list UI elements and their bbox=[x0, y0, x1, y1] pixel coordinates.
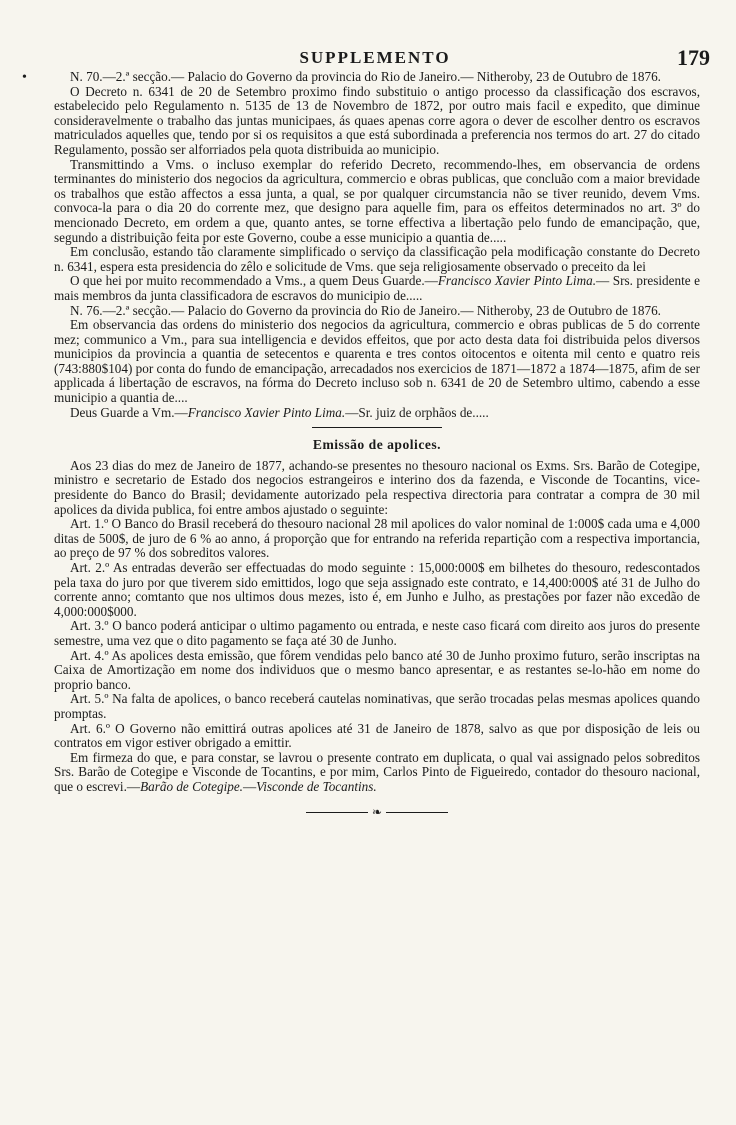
document1-signer: Francisco Xavier Pinto Lima. bbox=[437, 273, 597, 289]
document2-closing: Deus Guarde a Vm.— bbox=[70, 404, 188, 420]
article-5: Art. 5.º Na falta de apolices, o banco receberá cautelas nominativas, que serão trocadas pelas mesmas apolices quando promptas. bbox=[54, 691, 700, 721]
document2-signer: Francisco Xavier Pinto Lima. bbox=[187, 404, 346, 420]
section-divider bbox=[312, 427, 442, 428]
document1-closing: O que hei por muito recommendado a Vms., a quem Deus Guarde.— bbox=[70, 273, 438, 289]
closing-signature-1: Barão de Cotegipe. bbox=[140, 778, 243, 794]
article-4: Art. 4.º As apolices desta emissão, que fôrem vendidas pelo banco até 30 de Junho proximo futuro, serão inscriptas na Caixa de Amortização em nome dos individuos que o mesmo banco apresentar, e as restantes se-lo-hão em nome do proprio banco. bbox=[54, 647, 700, 692]
closing-separator: — bbox=[242, 778, 257, 794]
article-1: Art. 1.º O Banco do Brasil receberá do thesouro nacional 28 mil apolices do valor nominal de 1:000$ cada uma e 4,000 ditas de 500$, de juro de 6 % ao anno, á proporção que for entrando na referida repartição com a respectiva importancia, ao preço de 97 % dos sobreditos valores. bbox=[54, 516, 700, 561]
ornament-icon: ❧ bbox=[371, 805, 383, 820]
end-ornament bbox=[54, 805, 700, 821]
page-content bbox=[54, 70, 700, 820]
article-6: Art. 6.º O Governo não emittirá outras apolices até 31 de Janeiro de 1878, salvo as que por disposição de leis ou contratos em vigor estiver obrigado a emittir. bbox=[54, 720, 700, 751]
closing-text: Em firmeza do que, e para constar, se lavrou o presente contrato em duplicata, o qual vai assignado pelos sobreditos Srs. Barão de Cotegipe e Visconde de Tocantins, e por mim, Carlos Pinto de Figueiredo, contador do thesouro nacional, que o escrevi.— bbox=[54, 749, 700, 794]
document1-addressee: — Srs. presidente e mais membros da junta classificadora de escravos do municipio de..... bbox=[54, 273, 700, 303]
closing-paragraph bbox=[54, 751, 700, 795]
document2-paragraph-2 bbox=[54, 406, 700, 421]
ornament-line-right bbox=[386, 812, 448, 813]
section-title: Emissão de apolices. bbox=[312, 437, 442, 453]
page-number: 179 bbox=[677, 45, 710, 70]
document1-paragraph-4 bbox=[54, 274, 700, 303]
document2-heading: N. 76.—2.ª secção.— Palacio do Governo da provincia do Rio de Janeiro.— Nitheroby, 23 de Outubro de 1876. bbox=[70, 302, 661, 318]
article-2: Art. 2.º As entradas deverão ser effectuadas do modo seguinte : 15,000:000$ em bilhetes do thesouro, redescontados pela taxa do juro por que tiverem sido emittidos, logo que seja assignado este contrato, e 14,400:000$ até 31 de Julho do corrente anno; comtanto que nos ultimos dous mezes, isto é, em Junho e Julho, as prestações por fazer não excedão de 4,000:000$000. bbox=[54, 560, 700, 619]
ornament-line-left bbox=[306, 812, 368, 813]
article-3: Art. 3.º O banco poderá anticipar o ultimo pagamento ou entrada, e neste caso ficará com direito aos juros do presente semestre, uma vez que o dito pagamento se faça até 30 de Junho. bbox=[54, 618, 700, 648]
document2-paragraph-1: Em observancia das ordens do ministerio dos negocios da agricultura, commercio e obras publicas de 5 do corrente mez; communico a Vm., para sua intelligencia e devidos effeitos, que por acto desta data foi distribuida pelos diversos municipios da provincia a quantia de setecentos e quarenta e tres contos oitocentos e oitenta mil cento e quatro reis (743:880$104) por conta do fundo de emancipação, arrecadados nos exercicios de 1871—1872 a 1874—1875, afim de ser applicada á libertação de escravos, na fórma do Decreto incluso sob n. 6341 de 20 de Setembro ultimo, cabendo a esse municipio a quantia de.... bbox=[54, 317, 700, 406]
document1-paragraph-3: Em conclusão, estando tão claramente simplificado o serviço da classificação pela modificação constante do Decreto n. 6341, espera esta presidencia do zêlo e solicitude de Vms. que seja religiosamente observado o preceito da lei bbox=[54, 244, 700, 274]
margin-mark: • bbox=[22, 70, 27, 85]
document1-paragraph-1: O Decreto n. 6341 de 20 de Setembro proximo findo substituio o antigo processo da classificação dos escravos, estabelecido pelo Regulamento n. 5135 de 13 de Novembro de 1872, por outro mais facil e expedito, que diminue consideravelmente o trabalho das juntas municipaes, ás quaes apenas corre agora o dever de escolher dentro os escravos matriculados aquelles que, tendo por si os requisitos a que está subordinada a preferencia nos termos do art. 27 do citado Regulamento, possão ser alforriados pela quota distribuida ao municipio. bbox=[54, 83, 700, 157]
section-intro: Aos 23 dias do mez de Janeiro de 1877, achando-se presentes no thesouro nacional os Exms. Srs. Barão de Cotegipe, ministro e secretario de Estado dos negocios estrangeiros e interino dos da fazenda, e Visconde de Tocantins, vice-presidente do Banco do Brasil; devidamente autorizado pela respectiva directoria para contratar a compra de 30 mil apolices da divida publica, foi entre ambos ajustado o seguinte: bbox=[54, 457, 700, 517]
document1-heading: N. 70.—2.ª secção.— Palacio do Governo da provincia do Rio de Janeiro.— Nitheroby, 23 de Outubro de 1876. bbox=[70, 69, 661, 84]
document2-addressee: —Sr. juiz de orphãos de..... bbox=[345, 404, 489, 420]
document1-paragraph-2: Transmittindo a Vms. o incluso exemplar do referido Decreto, recommendo-lhes, em observancia de ordens terminantes do ministerio dos negocios da agricultura, commercio e obras publicas, que concluão com a maior brevidade os trabalhos que estão affectos a essa junta, a qual, se por qualquer circumstancia não se tiver reunido, devem Vms. convoca-la para o dia 20 do corrente mez, que designo para aquelle fim, para os effeitos determinados no art. 3º do mencionado Decreto, em ordem a que, quanto antes, se torne effectiva a libertação pelo fundo de emancipação, que, segundo a distribuição feita por este Governo, coube a esse municipio a quantia de..... bbox=[54, 156, 700, 245]
closing-signature-2: Visconde de Tocantins. bbox=[256, 778, 377, 794]
running-title: SUPPLEMENTO bbox=[299, 48, 451, 67]
